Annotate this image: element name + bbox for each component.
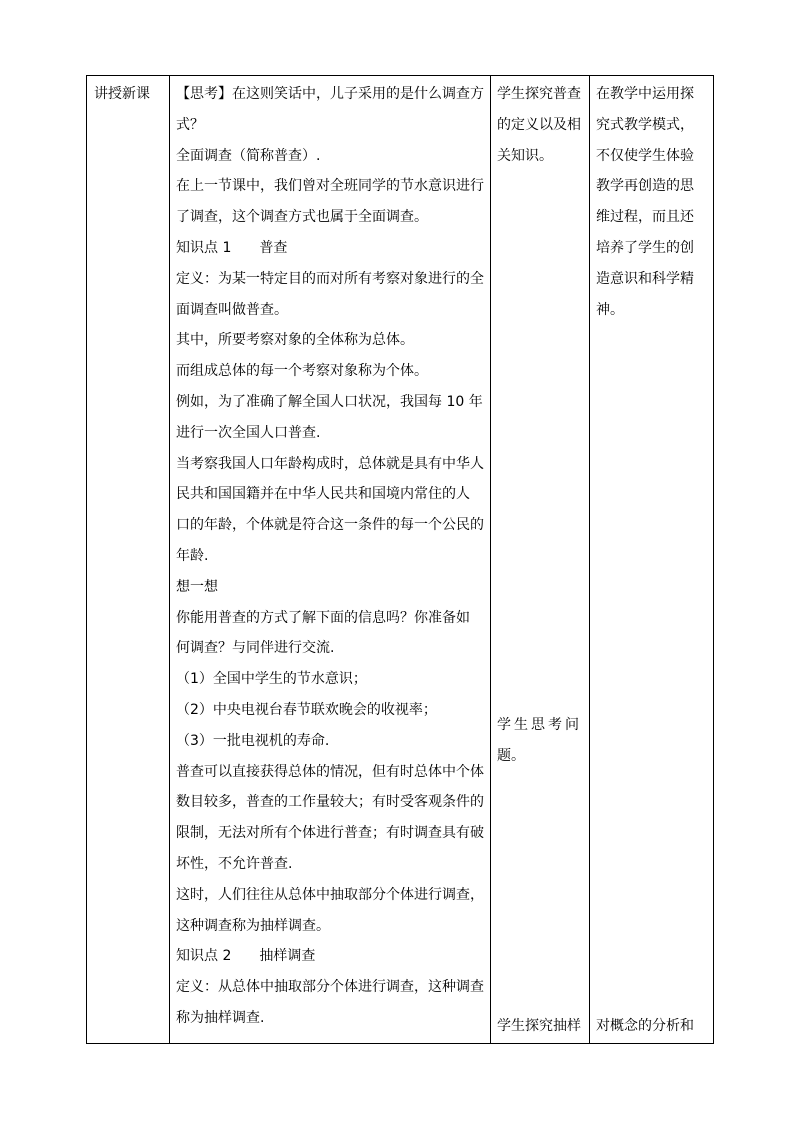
content-line: 称为抽样调查. <box>176 1009 265 1026</box>
content-cell <box>170 76 491 1044</box>
content-line: （3）一批电视机的寿命. <box>176 732 330 749</box>
content-line: 例如，为了准确了解全国人口状况，我国每 10 年 <box>176 393 483 410</box>
student-activity-cell <box>491 76 590 1044</box>
content-line: 定义：为某一特定目的而对所有考察对象进行的全 <box>176 270 484 287</box>
content-line: 想一想 <box>176 578 218 595</box>
design-intent-line: 不仅使学生体验 <box>596 147 694 164</box>
content-line: 在上一节课中，我们曾对全班同学的节水意识进行 <box>176 178 484 195</box>
student-activity-line: 的定义以及相 <box>497 116 581 133</box>
content-line: 【思考】在这则笑话中，儿子采用的是什么调查方 <box>176 86 484 102</box>
content-line: 这种调查称为抽样调查。 <box>176 917 330 934</box>
content-line: 坏性，不允许普查. <box>176 855 293 872</box>
content-line: 定义：从总体中抽取部分个体进行调查，这种调查 <box>176 979 484 996</box>
content-line: 式？ <box>176 116 204 133</box>
content-line: 这时，人们往往从总体中抽取部分个体进行调查， <box>176 886 484 903</box>
table-row <box>87 76 714 1044</box>
lesson-plan-table <box>86 75 714 1044</box>
content-line: 口的年龄，个体就是符合这一条件的每一个公民的 <box>176 517 484 534</box>
content-line: 全面调查（简称普查）. <box>176 147 321 164</box>
content-line: 进行一次全国人口普查. <box>176 424 321 441</box>
stage-label: 讲授新课 <box>94 86 150 102</box>
content-line: 何调查？与同伴进行交流. <box>176 640 335 657</box>
content-line: 民共和国国籍并在中华人民共和国境内常住的人 <box>176 486 470 503</box>
design-intent-bottom: 对概念的分析和 <box>596 1018 694 1034</box>
content-line: 面调查叫做普查。 <box>176 301 288 318</box>
student-activity-top <box>491 76 589 171</box>
content-line: 年龄. <box>176 547 209 564</box>
content-line: 其中，所要考察对象的全体称为总体。 <box>176 332 414 349</box>
design-intent-line: 造意识和科学精 <box>596 270 694 287</box>
student-activity-line: 学生探究普查 <box>497 86 581 102</box>
content-line: 知识点 1 普查 <box>176 239 288 256</box>
content-line: 而组成总体的每一个考察对象称为个体。 <box>176 363 428 380</box>
content-line: 限制，无法对所有个体进行普查；有时调查具有破 <box>176 825 484 842</box>
content-line: 数目较多，普查的工作量较大；有时受客观条件的 <box>176 794 484 811</box>
student-activity-middle <box>497 710 582 772</box>
student-activity-bottom: 学生探究抽样 <box>497 1018 581 1034</box>
student-activity-line: 题。 <box>497 747 525 764</box>
content-line: 当考察我国人口年龄构成时，总体就是具有中华人 <box>176 455 484 472</box>
student-activity-line: 关知识。 <box>497 147 553 164</box>
content-line: （2）中央电视台春节联欢晚会的收视率； <box>176 701 437 718</box>
content-line: 普查可以直接获得总体的情况，但有时总体中个体 <box>176 763 484 780</box>
design-intent-line: 在教学中运用探 <box>596 86 694 102</box>
student-activity-line: 学生思考问 <box>497 717 582 733</box>
design-intent-line: 培养了学生的创 <box>596 239 694 256</box>
design-intent-line: 神。 <box>596 301 624 318</box>
design-intent-line: 维过程，而且还 <box>596 209 694 226</box>
design-intent-line: 究式教学模式， <box>596 116 694 133</box>
design-intent-top <box>590 76 713 325</box>
design-intent-cell <box>590 76 714 1044</box>
content-line: 知识点 2 抽样调查 <box>176 948 316 965</box>
stage-cell <box>87 76 170 1044</box>
content-line: （1）全国中学生的节水意识； <box>176 671 367 688</box>
content-line: 你能用普查的方式了解下面的信息吗？你准备如 <box>176 609 470 626</box>
design-intent-line: 教学再创造的思 <box>596 178 694 195</box>
content-text <box>170 76 490 1034</box>
content-line: 了调查，这个调查方式也属于全面调查。 <box>176 209 428 226</box>
